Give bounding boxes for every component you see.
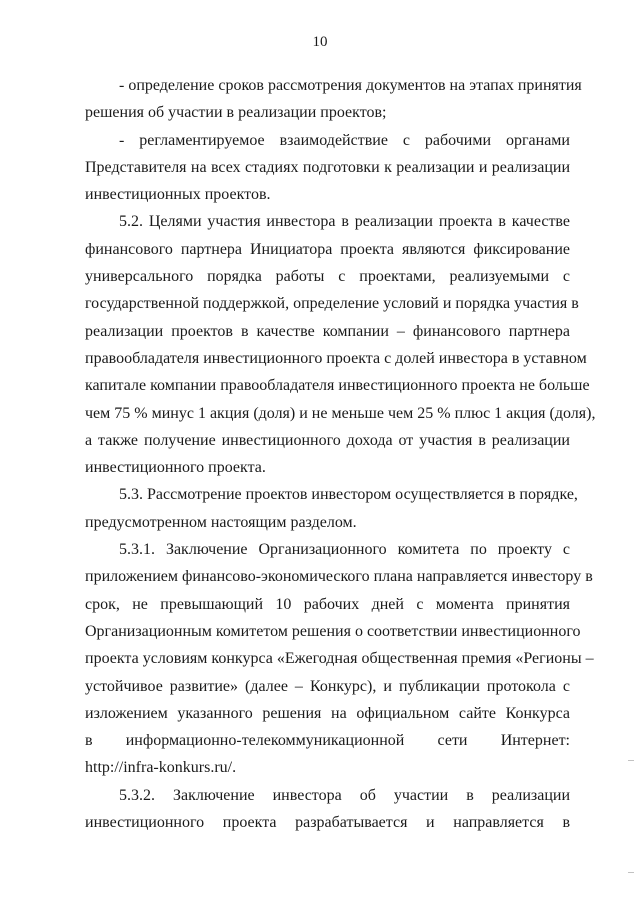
text-line: устойчивое развитие» (далее – Конкурс), и публикации протокола с — [85, 677, 570, 695]
text-line: инвестиционных проектов. — [85, 186, 271, 204]
text-line: - определение сроков рассмотрения документов на этапах принятия — [119, 77, 582, 94]
text-line: реализации проектов в качестве компании – финансового партнера — [85, 322, 570, 340]
text-line: капитале компании правообладателя инвестиционного проекта не больше — [85, 377, 590, 395]
paragraph-5-3 — [85, 481, 578, 536]
text-line: срок, не превышающий 10 рабочих дней с момента принятия — [85, 595, 570, 613]
page-number: 10 — [312, 34, 328, 50]
text-line: в информационно-телекоммуникационной сети Интернет: — [85, 732, 570, 750]
paragraph-5-3-2 — [85, 782, 570, 837]
text-line: универсального порядка работы с проектами, реализуемыми с — [85, 268, 570, 286]
text-line: финансового партнера Инициатора проекта являются фиксирование — [85, 240, 570, 258]
text-line: предусмотренном настоящим разделом. — [85, 513, 357, 531]
text-line: Представителя на всех стадиях подготовки к реализации и реализации — [85, 158, 570, 176]
scan-edge-mark — [628, 760, 634, 761]
text-line: http://infra-konkurs.ru/. — [85, 759, 237, 777]
text-line: приложением финансово-экономического плана направляется инвестору в — [85, 568, 593, 586]
text-line: инвестиционного проекта. — [85, 459, 266, 477]
scan-edge-mark — [628, 872, 634, 873]
text-line: 5.3.2. Заключение инвестора об участии в реализации — [119, 786, 570, 804]
text-line: 5.2. Целями участия инвестора в реализации проекта в качестве — [119, 213, 570, 231]
text-line: правообладателя инвестиционного проекта с долей инвестора в уставном — [85, 349, 587, 367]
paragraph-interaction — [85, 127, 570, 209]
body-text — [85, 72, 596, 836]
paragraph-5-3-1 — [85, 536, 594, 782]
paragraph-5-2 — [85, 208, 596, 481]
text-line: чем 75 % минус 1 акция (доля) и не меньше чем 25 % плюс 1 акция (доля), — [85, 404, 596, 422]
text-line: инвестиционного проекта разрабатывается и направляется в — [85, 814, 570, 832]
text-line: Организационным комитетом решения о соответствии инвестиционного — [85, 622, 581, 640]
text-line: изложением указанного решения на официальном сайте Конкурса — [85, 704, 570, 722]
text-line: - регламентируемое взаимодействие с рабочими органами — [119, 131, 570, 149]
text-line: решения об участии в реализации проектов; — [85, 104, 387, 122]
text-line: государственной поддержкой, определение условий и порядка участия в — [85, 295, 579, 313]
paragraph-deadlines — [85, 72, 582, 127]
text-line: проекта условиям конкурса «Ежегодная общественная премия «Регионы – — [85, 650, 594, 668]
text-line: 5.3.1. Заключение Организационного комитета по проекту с — [119, 541, 570, 559]
text-line: а также получение инвестиционного дохода от участия в реализации — [85, 431, 570, 449]
text-line: 5.3. Рассмотрение проектов инвестором осуществляется в порядке, — [119, 486, 578, 504]
